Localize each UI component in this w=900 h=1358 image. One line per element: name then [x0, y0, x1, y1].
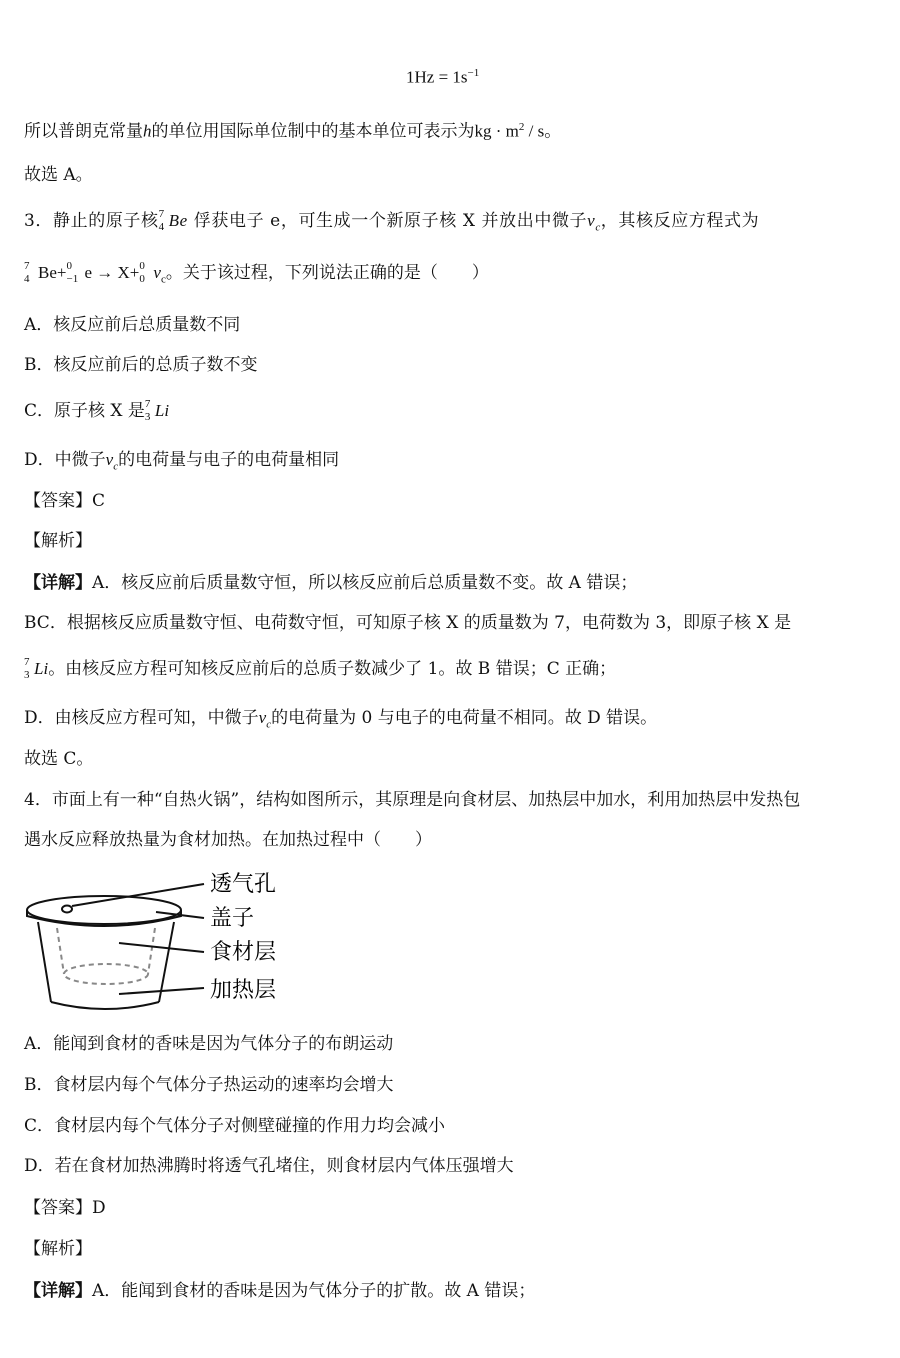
- q3-detail-label: 【详解】: [24, 573, 92, 593]
- q3-detail-bc: BC．根据核反应质量数守恒、电荷数守恒，可知原子核 X 的质量数为 7，电荷数为 3，即原子核 X 是: [24, 613, 792, 633]
- nu-sub: c: [595, 221, 601, 234]
- eq-e-z: −1: [66, 272, 79, 285]
- label-lid: 盖子: [210, 906, 255, 931]
- eq-be-stack: [24, 259, 38, 285]
- formula-hz: [406, 62, 479, 89]
- q3-optd-sub: c: [113, 460, 119, 473]
- q3-line1-c: ，其核反应方程式为: [600, 211, 760, 231]
- para1-unit-tail: / s: [524, 121, 545, 141]
- para-choose-a: 故选 A。: [24, 165, 93, 185]
- q3-detail-a-text: A．核反应前后质量数守恒，所以核反应前后总质量数不变。故 A 错误；: [92, 573, 638, 593]
- li-z: 3: [144, 410, 151, 423]
- para1-unit-exp: 2: [518, 121, 525, 133]
- q3-line1-b: 俘获电子 e，可生成一个新原子核 X 并放出中微子: [193, 211, 588, 231]
- q4-stem-line1: 4．市面上有一种“自热火锅”，结构如图所示，其原理是向食材层、加热层中加水，利用加热层中发热包: [24, 790, 801, 810]
- eq-nu-stack: [139, 259, 153, 285]
- q4-detail-a-text: A．能闻到食材的香味是因为气体分子的扩散。故 A 错误；: [92, 1281, 536, 1301]
- label-vent: 透气孔: [210, 872, 277, 897]
- q3-option-d: [24, 449, 339, 477]
- q3-optc-a: C．原子核 X 是: [24, 401, 145, 421]
- q3-choose-c: 故选 C。: [24, 749, 94, 769]
- para1-unit: kg · m: [474, 121, 519, 141]
- bc-li-z: 3: [24, 668, 30, 681]
- q3-line2-tail: 。关于该过程，下列说法正确的是（ ）: [165, 263, 489, 283]
- be-symbol: Be: [168, 211, 188, 230]
- para1-end: 。: [544, 121, 562, 142]
- eq-e-stack: [66, 259, 84, 285]
- formula-eq: =: [438, 67, 449, 87]
- label-food-layer: 食材层: [210, 940, 277, 965]
- label-heating-layer: 加热层: [210, 978, 277, 1003]
- q4-option-b: B．食材层内每个气体分子热运动的速率均会增大: [24, 1075, 394, 1095]
- q4-option-a: A．能闻到食材的香味是因为气体分子的布朗运动: [24, 1034, 394, 1054]
- eq-e: e → X+: [84, 263, 140, 282]
- d-sub: c: [266, 718, 272, 731]
- eq-be: Be+: [38, 263, 67, 282]
- q3-optd-a: D．中微子: [24, 450, 106, 470]
- para1-var: h: [143, 121, 152, 141]
- q3-optd-nu: ν: [105, 450, 114, 469]
- be-mass: 7: [158, 207, 165, 220]
- bc-tail: 。由核反应方程可知核反应前后的总质子数减少了 1。故 B 错误；C 正确；: [48, 659, 617, 679]
- formula-rhs: 1s: [452, 67, 468, 87]
- q3-answer: 【答案】C: [24, 491, 106, 511]
- q3-option-a: A．核反应前后总质量数不同: [24, 315, 241, 335]
- q4-detail-label: 【详解】: [24, 1281, 92, 1301]
- q4-option-d: D．若在食材加热沸腾时将透气孔堵住，则食材层内气体压强增大: [24, 1156, 514, 1176]
- q3-equation-line: [24, 259, 489, 290]
- nu-symbol: ν: [587, 211, 596, 230]
- q3-option-c: [24, 397, 170, 423]
- para-planck: [24, 116, 561, 143]
- li-symbol: Li: [154, 401, 170, 420]
- be-z: 4: [158, 220, 165, 233]
- eq-nu-sub: c: [160, 273, 166, 286]
- para1-text: 所以普朗克常量: [24, 121, 143, 142]
- q4-analysis-label: 【解析】: [24, 1239, 92, 1259]
- q3-detail-d: [24, 707, 657, 735]
- formula-exp: −1: [467, 67, 480, 79]
- li-nuclide: [144, 397, 155, 423]
- q3-stem-line1: [24, 207, 760, 238]
- q4-option-c: C．食材层内每个气体分子对侧壁碰撞的作用力均会减小: [24, 1116, 446, 1136]
- d-b: 的电荷量为 0 与电子的电荷量不相同。故 D 错误。: [271, 708, 658, 728]
- q3-option-b: B．核反应前后的总质子数不变: [24, 355, 258, 375]
- q3-analysis-label: 【解析】: [24, 531, 92, 551]
- eq-nu-z: 0: [139, 272, 145, 285]
- bc-li-nuclide: [24, 655, 34, 681]
- q3-line1-a: 3．静止的原子核: [24, 211, 159, 231]
- be-nuclide-sup: [158, 207, 169, 233]
- li-mass: 7: [144, 397, 151, 410]
- d-nu: ν: [258, 708, 267, 727]
- q4-detail-a: [24, 1280, 535, 1302]
- bc-li-symbol: Li: [34, 659, 49, 678]
- bc-li-mass: 7: [24, 655, 30, 668]
- eq-nu-mass: 0: [139, 259, 145, 272]
- eq-nu: ν: [153, 263, 161, 282]
- eq-be-z: 4: [24, 272, 30, 285]
- eq-be-mass: 7: [24, 259, 30, 272]
- para1-text2: 的单位用国际单位制中的基本单位可表示为: [151, 121, 475, 142]
- hotpot-figure: [24, 866, 304, 1016]
- q3-detail-a: [24, 572, 637, 594]
- q4-stem-line2: 遇水反应释放热量为食材加热。在加热过程中（ ）: [24, 830, 432, 850]
- formula-lhs: 1Hz: [406, 67, 435, 87]
- q3-detail-bc-cont: [24, 655, 617, 681]
- eq-e-mass: 0: [66, 259, 72, 272]
- d-a: D．由核反应方程可知，中微子: [24, 708, 259, 728]
- q4-answer: 【答案】D: [24, 1198, 106, 1218]
- q3-optd-b: 的电荷量与电子的电荷量相同: [118, 450, 340, 470]
